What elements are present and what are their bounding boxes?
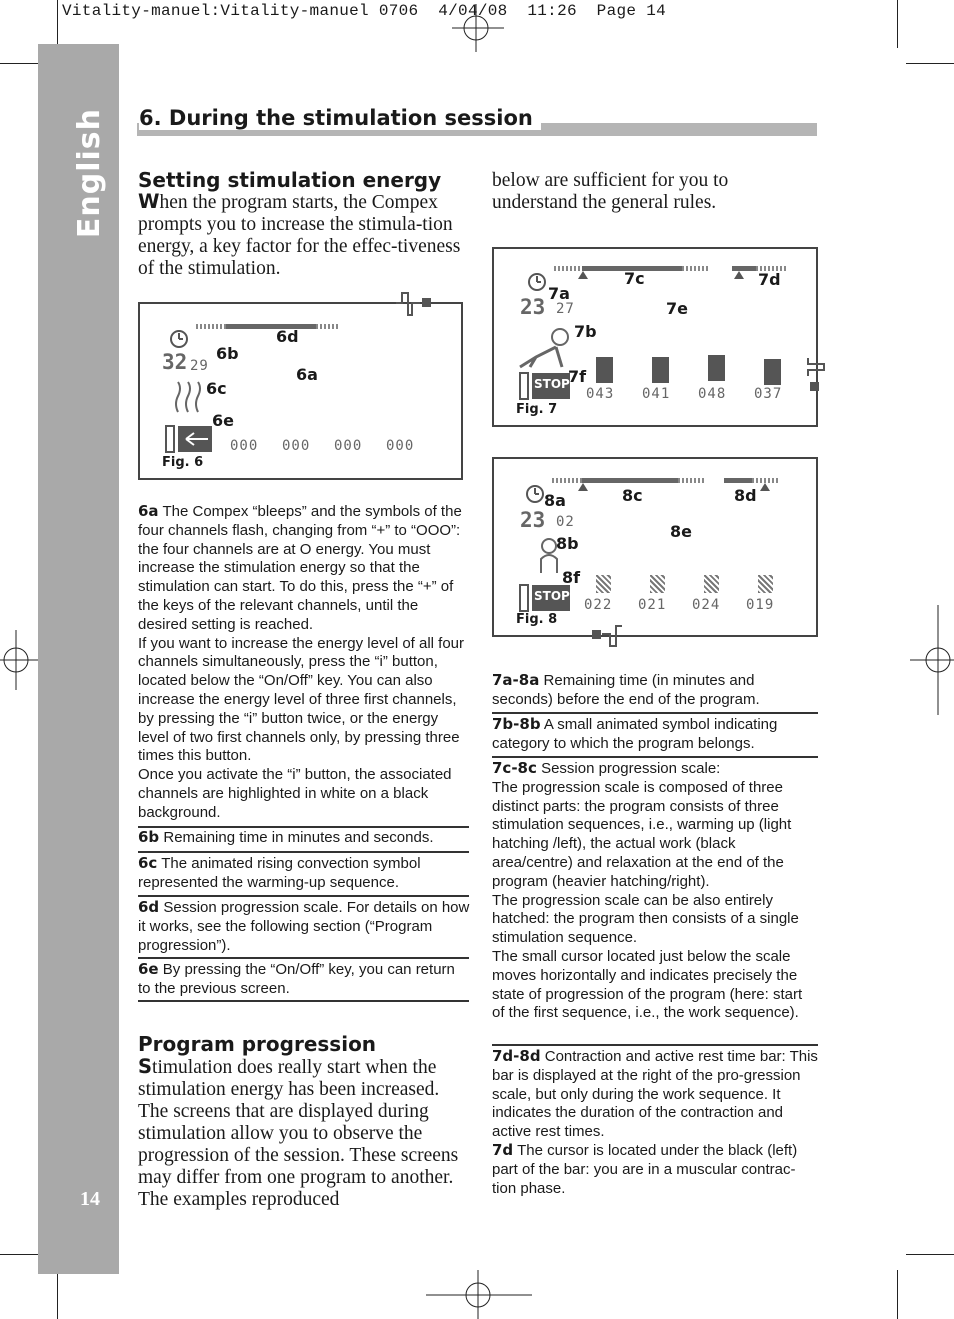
timer-seconds: 29 — [190, 358, 209, 374]
timer-seconds: 02 — [556, 514, 575, 530]
channel-1-level: 022 — [584, 597, 613, 613]
channel-3-bar — [708, 355, 725, 381]
figure-6 — [138, 302, 463, 480]
callout-6c: 6c — [206, 379, 227, 398]
drop-cap: W — [138, 190, 160, 213]
timer-minutes: 32 — [162, 350, 188, 374]
channel-1-bar — [596, 357, 613, 383]
callout-7b: 7b — [574, 322, 597, 341]
progress-work-area — [582, 478, 678, 483]
timer-minutes: 23 — [520, 295, 546, 319]
channel-3-level: 000 — [334, 438, 363, 454]
channel-4-level: 037 — [754, 386, 783, 402]
convection-icon — [174, 380, 206, 414]
callout-8f: 8f — [562, 568, 581, 587]
battery-back-icon — [164, 424, 214, 454]
timer-minutes: 23 — [520, 508, 546, 532]
cursor-icon — [734, 271, 744, 279]
cursor-icon — [760, 483, 770, 491]
stop-label: STOP — [534, 589, 570, 603]
note-text: The Compex “bleeps” and the symbols of the four channels flash, changing from “+” to “OOO”: the four channels are at O energy. You must increase the stimulation energy so that the stimulation can start. To do this, press the “+” of the keys of the relevant channels, until the desired setting is reached. If you want to increase the energy level of all four channels simultaneously, press the “i” button, located below the “On/Off” key. You can also increase the energy level of three first channels, by pressing the “i” button twice, or the energy level of two first channels only, by pressing three times this button. Once you activate the “i” button, the associated channels are highlighted in white on a black background. — [138, 503, 465, 821]
divider — [138, 1000, 469, 1002]
progression-paragraph — [138, 1056, 468, 1211]
channel-4-bar — [758, 575, 773, 593]
stop-label: STOP — [534, 377, 570, 391]
section-title: 6. During the stimulation session — [139, 106, 541, 130]
channel-3-level: 048 — [698, 386, 727, 402]
callout-6a: 6a — [296, 365, 318, 384]
note-text: Remaining time (in minutes and seconds) before the end of the program. — [492, 672, 760, 708]
callout-6b: 6b — [216, 344, 239, 363]
intro-paragraph: below are sufficient for you to understand the general rules. — [492, 170, 729, 213]
print-header: Vitality-manuel:Vitality-manuel 0706 4/04/08 11:26 Page 14 — [62, 2, 666, 20]
channel-2-level: 021 — [638, 597, 667, 613]
channel-4-bar — [764, 359, 781, 385]
clock-icon — [168, 328, 190, 350]
warmup-hatching — [196, 324, 226, 329]
note-7b-8b — [492, 715, 818, 754]
note-key: 7c-8c — [492, 759, 537, 777]
registration-mark-icon — [0, 630, 40, 690]
cursor-icon — [578, 271, 588, 279]
page-number: 14 — [80, 1188, 100, 1210]
figure-8 — [492, 457, 818, 637]
registration-mark-icon — [910, 605, 954, 715]
note-7c-8c — [492, 759, 818, 1023]
divider — [492, 712, 818, 714]
note-text: Remaining time in minutes and seconds. — [163, 829, 434, 846]
crop-mark — [57, 1270, 58, 1319]
relax-hatching — [682, 266, 708, 271]
note-text: A small animated symbol indicating category to which the program belongs. — [492, 716, 778, 752]
figure-8-caption: Fig. 8 — [516, 612, 558, 627]
language-label: English — [72, 108, 107, 239]
channel-1-level: 043 — [586, 386, 615, 402]
figure-6-caption: Fig. 6 — [162, 455, 204, 470]
crop-mark — [906, 63, 954, 64]
callout-8e: 8e — [670, 522, 692, 541]
note-text: The cursor is located under the black (left) part of the bar: you are in a muscular contrac-tion phase. — [492, 1142, 798, 1197]
progress-work-area — [226, 324, 316, 329]
note-7d-8d — [492, 1047, 818, 1142]
note-key: 6c — [138, 854, 158, 872]
timer-seconds: 27 — [556, 301, 575, 317]
athlete-pushup-icon — [516, 327, 576, 369]
note-6e — [138, 960, 470, 999]
divider — [138, 957, 469, 959]
note-text: The animated rising convection symbol represented the warming-up sequence. — [138, 855, 421, 891]
crop-mark — [906, 1254, 954, 1255]
note-key: 6a — [138, 502, 159, 520]
progression-text: timulation does really start when the stimulation energy has been increased. The screens that are displayed during stimulation allow you to observe the progression of the session. These screens may differ from one program to another. The examples reproduced — [138, 1057, 459, 1210]
note-key: 7d-8d — [492, 1047, 541, 1065]
note-6d — [138, 898, 470, 955]
channel-2-bar — [652, 357, 669, 383]
cursor-icon — [578, 483, 588, 491]
registration-mark-icon — [452, 4, 504, 52]
callout-7f: 7f — [568, 367, 587, 386]
energy-paragraph — [138, 191, 466, 280]
note-key: 7b-8b — [492, 715, 541, 733]
connector-tab-icon — [590, 624, 626, 648]
clock-icon — [526, 271, 548, 293]
channel-2-bar — [650, 575, 665, 593]
note-key: 6e — [138, 960, 159, 978]
note-7d — [492, 1141, 818, 1198]
channel-1-level: 000 — [230, 438, 259, 454]
relax-hatching — [678, 478, 706, 483]
channel-4-level: 019 — [746, 597, 775, 613]
note-6a — [138, 502, 470, 823]
relax-hatching — [316, 324, 340, 329]
divider — [138, 895, 469, 897]
note-key: 7a-8a — [492, 671, 540, 689]
callout-7d: 7d — [758, 270, 781, 289]
connector-tab-icon — [806, 356, 826, 396]
callout-7c: 7c — [624, 269, 645, 288]
note-7a-8a — [492, 671, 818, 710]
channel-1-bar — [596, 575, 611, 593]
figure-7-caption: Fig. 7 — [516, 402, 558, 417]
callout-6e: 6e — [212, 411, 234, 430]
callout-7e: 7e — [666, 299, 688, 318]
callout-8d: 8d — [734, 486, 757, 505]
divider — [492, 756, 818, 758]
contraction-bar — [724, 478, 752, 483]
channel-2-level: 000 — [282, 438, 311, 454]
figure-7 — [492, 247, 818, 427]
callout-8b: 8b — [556, 534, 579, 553]
crop-mark — [897, 1270, 898, 1319]
note-text: By pressing the “On/Off” key, you can return to the previous screen. — [138, 961, 455, 997]
crop-mark — [57, 0, 58, 48]
connector-tab-icon — [396, 291, 438, 317]
registration-mark-icon — [426, 1270, 532, 1319]
drop-cap: S — [138, 1055, 153, 1078]
note-text: Session progression scale. For details on how it works, see the following section (“Program progression”). — [138, 899, 470, 954]
heading-setting-energy: Setting stimulation energy — [138, 168, 442, 192]
note-text: Contraction and active rest time bar: This bar is displayed at the right of the pro-gression scale, but only during the work sequence. It indicates the duration of the contraction and active rest times. — [492, 1048, 818, 1141]
callout-7a: 7a — [548, 284, 570, 303]
divider — [138, 851, 469, 853]
energy-text: hen the program starts, the Compex prompts you to increase the stimula-tion energy, a key factor for the effec-tiveness of the stimulation. — [138, 192, 461, 279]
channel-3-level: 024 — [692, 597, 721, 613]
crop-mark — [897, 0, 898, 48]
channel-4-level: 000 — [386, 438, 415, 454]
note-key: 6d — [138, 898, 160, 916]
note-key: 7d — [492, 1141, 514, 1159]
callout-8c: 8c — [622, 486, 643, 505]
callout-8a: 8a — [544, 491, 566, 510]
callout-6d: 6d — [276, 327, 299, 346]
heading-program-progression: Program progression — [138, 1032, 377, 1056]
channel-3-bar — [704, 575, 719, 593]
note-6c — [138, 854, 470, 893]
note-6b — [138, 828, 470, 848]
divider — [492, 1044, 818, 1046]
channel-2-level: 041 — [642, 386, 671, 402]
note-text: Session progression scale: The progression scale is composed of three distinct parts: the program consists of three stimulation sequences, i.e., warming up (light hatching /left), the actual work (black area/centre) and relaxation at the end of the program (heavier hatching/right). The progression scale can be also entirely hatched: the program then consists of a single stimulation sequence. The small cursor located just below the scale moves horizontally and indicates precisely the state of progression of the program (here: start of the first sequence, i.e., the work sequence). — [492, 760, 803, 1022]
clock-icon — [524, 483, 546, 505]
note-key: 6b — [138, 828, 160, 846]
